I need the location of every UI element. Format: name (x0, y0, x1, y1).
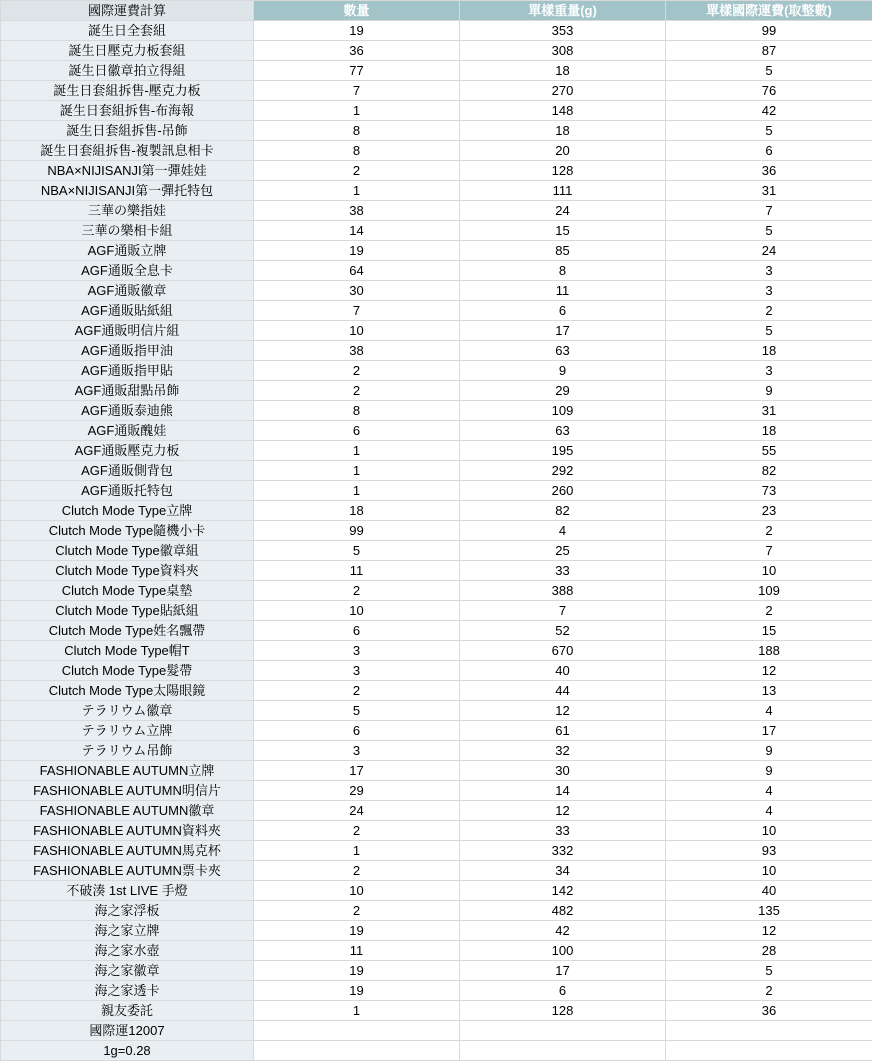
cell-unit-shipping[interactable]: 109 (666, 581, 872, 601)
cell-unit-weight[interactable]: 12 (460, 801, 666, 821)
cell-quantity[interactable]: 77 (254, 61, 460, 81)
cell-item-name[interactable]: Clutch Mode Type髮帶 (1, 661, 254, 681)
cell-unit-weight[interactable]: 148 (460, 101, 666, 121)
table-row (1, 981, 872, 1001)
cell-unit-shipping[interactable]: 13 (666, 681, 872, 701)
cell-quantity[interactable]: 2 (254, 581, 460, 601)
cell-unit-weight[interactable]: 40 (460, 661, 666, 681)
cell-item-name[interactable]: 三華の樂相卡組 (1, 221, 254, 241)
cell-quantity[interactable]: 19 (254, 921, 460, 941)
cell-unit-shipping[interactable]: 3 (666, 281, 872, 301)
table-row (1, 781, 872, 801)
cell-item-name[interactable]: 海之家浮板 (1, 901, 254, 921)
cell-item-name[interactable]: AGF通販貼紙組 (1, 301, 254, 321)
cell-quantity[interactable]: 2 (254, 361, 460, 381)
cell-quantity[interactable]: 3 (254, 661, 460, 681)
cell-unit-weight[interactable]: 308 (460, 41, 666, 61)
cell-unit-shipping[interactable]: 2 (666, 521, 872, 541)
cell-unit-shipping[interactable]: 135 (666, 901, 872, 921)
cell-quantity[interactable]: 8 (254, 141, 460, 161)
cell-unit-weight[interactable]: 388 (460, 581, 666, 601)
cell-unit-shipping[interactable]: 17 (666, 721, 872, 741)
cell-unit-weight[interactable] (460, 1021, 666, 1041)
table-row (1, 1041, 872, 1061)
cell-unit-weight[interactable]: 33 (460, 561, 666, 581)
cell-unit-weight[interactable]: 42 (460, 921, 666, 941)
cell-quantity[interactable]: 8 (254, 401, 460, 421)
cell-unit-shipping[interactable]: 9 (666, 741, 872, 761)
cell-unit-shipping[interactable]: 99 (666, 21, 872, 41)
cell-item-name[interactable]: Clutch Mode Type徽章組 (1, 541, 254, 561)
cell-item-name[interactable]: Clutch Mode Type資料夾 (1, 561, 254, 581)
cell-unit-shipping[interactable]: 9 (666, 381, 872, 401)
cell-item-name[interactable]: FASHIONABLE AUTUMN立牌 (1, 761, 254, 781)
cell-quantity[interactable]: 8 (254, 121, 460, 141)
cell-quantity[interactable]: 29 (254, 781, 460, 801)
table-row (1, 721, 872, 741)
cell-unit-shipping[interactable]: 188 (666, 641, 872, 661)
cell-unit-shipping[interactable]: 55 (666, 441, 872, 461)
cell-unit-weight[interactable]: 82 (460, 501, 666, 521)
table-row (1, 401, 872, 421)
cell-quantity[interactable]: 11 (254, 941, 460, 961)
cell-unit-weight[interactable]: 128 (460, 1001, 666, 1021)
cell-unit-shipping[interactable]: 73 (666, 481, 872, 501)
cell-item-name[interactable]: NBA×NIJISANJI第一彈娃娃 (1, 161, 254, 181)
cell-unit-shipping[interactable]: 7 (666, 201, 872, 221)
cell-unit-shipping[interactable]: 7 (666, 541, 872, 561)
cell-item-name[interactable]: 海之家透卡 (1, 981, 254, 1001)
cell-unit-shipping[interactable]: 82 (666, 461, 872, 481)
cell-quantity[interactable]: 7 (254, 81, 460, 101)
cell-unit-shipping[interactable]: 42 (666, 101, 872, 121)
table-row (1, 461, 872, 481)
cell-item-name[interactable]: AGF通販甜點吊飾 (1, 381, 254, 401)
table-row (1, 421, 872, 441)
cell-quantity[interactable]: 2 (254, 681, 460, 701)
cell-item-name[interactable]: AGF通販醜娃 (1, 421, 254, 441)
cell-quantity[interactable]: 10 (254, 881, 460, 901)
cell-unit-weight[interactable]: 44 (460, 681, 666, 701)
cell-unit-shipping[interactable]: 5 (666, 121, 872, 141)
cell-quantity[interactable]: 14 (254, 221, 460, 241)
cell-unit-shipping[interactable]: 93 (666, 841, 872, 861)
cell-unit-weight[interactable]: 4 (460, 521, 666, 541)
cell-unit-weight[interactable]: 61 (460, 721, 666, 741)
cell-unit-shipping[interactable] (666, 1021, 872, 1041)
cell-unit-shipping[interactable] (666, 1041, 872, 1061)
cell-unit-shipping[interactable]: 9 (666, 761, 872, 781)
cell-unit-shipping[interactable]: 6 (666, 141, 872, 161)
table-row (1, 741, 872, 761)
cell-unit-weight[interactable]: 111 (460, 181, 666, 201)
cell-item-name[interactable]: Clutch Mode Type貼紙組 (1, 601, 254, 621)
table-row (1, 621, 872, 641)
cell-unit-shipping[interactable]: 36 (666, 161, 872, 181)
cell-item-name[interactable]: 誕生日套組拆售-複製訊息相卡 (1, 141, 254, 161)
cell-unit-weight[interactable]: 20 (460, 141, 666, 161)
cell-item-name[interactable]: Clutch Mode Type姓名飄帶 (1, 621, 254, 641)
cell-unit-shipping[interactable]: 2 (666, 301, 872, 321)
cell-item-name[interactable]: 三華の樂指娃 (1, 201, 254, 221)
cell-unit-shipping[interactable]: 10 (666, 561, 872, 581)
table-row (1, 21, 872, 41)
table-row (1, 761, 872, 781)
cell-quantity[interactable] (254, 1041, 460, 1061)
table-row (1, 101, 872, 121)
cell-quantity[interactable]: 19 (254, 241, 460, 261)
cell-item-name[interactable]: AGF通販托特包 (1, 481, 254, 501)
cell-unit-weight[interactable]: 100 (460, 941, 666, 961)
cell-unit-shipping[interactable]: 12 (666, 921, 872, 941)
cell-quantity[interactable]: 6 (254, 721, 460, 741)
cell-unit-shipping[interactable]: 15 (666, 621, 872, 641)
cell-item-name[interactable]: テラリウム吊飾 (1, 741, 254, 761)
cell-item-name[interactable]: 不破湊 1st LIVE 手燈 (1, 881, 254, 901)
table-row (1, 181, 872, 201)
table-row (1, 381, 872, 401)
cell-quantity[interactable]: 99 (254, 521, 460, 541)
cell-quantity[interactable]: 1 (254, 841, 460, 861)
cell-unit-weight[interactable]: 32 (460, 741, 666, 761)
cell-quantity[interactable]: 19 (254, 981, 460, 1001)
table-row (1, 1001, 872, 1021)
cell-quantity[interactable]: 3 (254, 741, 460, 761)
table-row (1, 281, 872, 301)
cell-unit-weight[interactable]: 11 (460, 281, 666, 301)
table-row (1, 961, 872, 981)
table-row (1, 261, 872, 281)
cell-item-name[interactable]: 誕生日套組拆售-壓克力板 (1, 81, 254, 101)
cell-unit-shipping[interactable]: 3 (666, 361, 872, 381)
table-row (1, 221, 872, 241)
cell-quantity[interactable]: 19 (254, 961, 460, 981)
cell-item-name[interactable]: Clutch Mode Type隨機小卡 (1, 521, 254, 541)
cell-unit-shipping[interactable]: 31 (666, 181, 872, 201)
table-row (1, 601, 872, 621)
table-row (1, 41, 872, 61)
cell-unit-weight[interactable]: 353 (460, 21, 666, 41)
cell-unit-shipping[interactable]: 76 (666, 81, 872, 101)
table-row (1, 321, 872, 341)
cell-unit-shipping[interactable]: 12 (666, 661, 872, 681)
cell-quantity[interactable]: 1 (254, 461, 460, 481)
cell-quantity[interactable] (254, 1021, 460, 1041)
cell-unit-shipping[interactable]: 4 (666, 781, 872, 801)
cell-unit-weight[interactable]: 85 (460, 241, 666, 261)
cell-quantity[interactable]: 30 (254, 281, 460, 301)
cell-unit-weight[interactable]: 6 (460, 301, 666, 321)
cell-quantity[interactable]: 24 (254, 801, 460, 821)
table-row (1, 481, 872, 501)
cell-quantity[interactable]: 10 (254, 601, 460, 621)
table-row (1, 161, 872, 181)
cell-item-name[interactable]: Clutch Mode Type桌墊 (1, 581, 254, 601)
header-cell-unit-shipping[interactable]: 單樣國際運費(取整數) (666, 1, 872, 21)
table-row (1, 801, 872, 821)
cell-unit-shipping[interactable]: 40 (666, 881, 872, 901)
table-row (1, 921, 872, 941)
cell-unit-shipping[interactable]: 4 (666, 701, 872, 721)
table-row (1, 661, 872, 681)
cell-item-name[interactable]: AGF通販立牌 (1, 241, 254, 261)
cell-item-name[interactable]: 誕生日壓克力板套組 (1, 41, 254, 61)
table-row (1, 701, 872, 721)
cell-unit-weight[interactable]: 14 (460, 781, 666, 801)
table-row (1, 1021, 872, 1041)
cell-item-name[interactable]: テラリウム徽章 (1, 701, 254, 721)
cell-item-name[interactable]: 誕生日套組拆售-吊飾 (1, 121, 254, 141)
header-cell-item-name[interactable]: 國際運費計算 (1, 1, 254, 21)
cell-unit-weight[interactable]: 292 (460, 461, 666, 481)
cell-item-name[interactable]: AGF通販全息卡 (1, 261, 254, 281)
cell-unit-weight[interactable]: 142 (460, 881, 666, 901)
cell-item-name[interactable]: 親友委託 (1, 1001, 254, 1021)
cell-unit-weight[interactable]: 9 (460, 361, 666, 381)
cell-quantity[interactable]: 5 (254, 701, 460, 721)
cell-unit-shipping[interactable]: 2 (666, 601, 872, 621)
table-row (1, 61, 872, 81)
cell-unit-weight[interactable]: 24 (460, 201, 666, 221)
cell-item-name[interactable]: AGF通販指甲貼 (1, 361, 254, 381)
table-row (1, 821, 872, 841)
cell-item-name[interactable]: 海之家水壺 (1, 941, 254, 961)
cell-quantity[interactable]: 6 (254, 621, 460, 641)
cell-unit-shipping[interactable]: 18 (666, 421, 872, 441)
table-row (1, 241, 872, 261)
cell-unit-weight[interactable]: 670 (460, 641, 666, 661)
cell-unit-shipping[interactable]: 31 (666, 401, 872, 421)
cell-item-name[interactable]: AGF通販指甲油 (1, 341, 254, 361)
header-cell-quantity[interactable]: 數量 (254, 1, 460, 21)
cell-quantity[interactable]: 2 (254, 821, 460, 841)
cell-item-name[interactable]: AGF通販側背包 (1, 461, 254, 481)
cell-unit-shipping[interactable]: 5 (666, 61, 872, 81)
cell-item-name[interactable]: 海之家徽章 (1, 961, 254, 981)
table-row (1, 861, 872, 881)
cell-unit-shipping[interactable]: 23 (666, 501, 872, 521)
cell-item-name[interactable]: FASHIONABLE AUTUMN票卡夾 (1, 861, 254, 881)
cell-quantity[interactable]: 5 (254, 541, 460, 561)
table-row (1, 541, 872, 561)
cell-unit-weight[interactable]: 270 (460, 81, 666, 101)
cell-unit-weight[interactable]: 63 (460, 421, 666, 441)
cell-unit-weight[interactable]: 7 (460, 601, 666, 621)
table-row (1, 81, 872, 101)
cell-quantity[interactable]: 1 (254, 181, 460, 201)
cell-quantity[interactable]: 64 (254, 261, 460, 281)
cell-item-name[interactable]: FASHIONABLE AUTUMN馬克杯 (1, 841, 254, 861)
table-row (1, 561, 872, 581)
cell-item-name[interactable]: 國際運12007 (1, 1021, 254, 1041)
cell-item-name[interactable]: NBA×NIJISANJI第一彈托特包 (1, 181, 254, 201)
cell-unit-shipping[interactable]: 36 (666, 1001, 872, 1021)
cell-item-name[interactable]: FASHIONABLE AUTUMN資料夾 (1, 821, 254, 841)
cell-item-name[interactable]: テラリウム立牌 (1, 721, 254, 741)
cell-quantity[interactable]: 38 (254, 201, 460, 221)
cell-item-name[interactable]: FASHIONABLE AUTUMN徽章 (1, 801, 254, 821)
cell-unit-weight[interactable]: 34 (460, 861, 666, 881)
cell-unit-weight[interactable]: 17 (460, 961, 666, 981)
cell-unit-shipping[interactable]: 5 (666, 221, 872, 241)
cell-quantity[interactable]: 2 (254, 901, 460, 921)
cell-unit-shipping[interactable]: 18 (666, 341, 872, 361)
cell-unit-shipping[interactable]: 28 (666, 941, 872, 961)
table-row (1, 121, 872, 141)
cell-item-name[interactable]: Clutch Mode Type太陽眼鏡 (1, 681, 254, 701)
cell-unit-shipping[interactable]: 10 (666, 821, 872, 841)
cell-quantity[interactable]: 1 (254, 1001, 460, 1021)
cell-unit-weight[interactable]: 29 (460, 381, 666, 401)
cell-quantity[interactable]: 2 (254, 861, 460, 881)
table-row (1, 361, 872, 381)
cell-unit-weight[interactable]: 109 (460, 401, 666, 421)
cell-quantity[interactable]: 2 (254, 161, 460, 181)
table-row (1, 681, 872, 701)
table-row (1, 881, 872, 901)
cell-item-name[interactable]: 誕生日全套組 (1, 21, 254, 41)
cell-quantity[interactable]: 3 (254, 641, 460, 661)
cell-unit-shipping[interactable]: 87 (666, 41, 872, 61)
cell-unit-weight[interactable]: 128 (460, 161, 666, 181)
cell-unit-weight[interactable]: 33 (460, 821, 666, 841)
cell-quantity[interactable]: 1 (254, 101, 460, 121)
cell-unit-shipping[interactable]: 3 (666, 261, 872, 281)
cell-unit-weight[interactable]: 63 (460, 341, 666, 361)
cell-unit-weight[interactable]: 332 (460, 841, 666, 861)
cell-item-name[interactable]: 誕生日徽章拍立得組 (1, 61, 254, 81)
cell-item-name[interactable]: 海之家立牌 (1, 921, 254, 941)
cell-item-name[interactable]: AGF通販泰迪熊 (1, 401, 254, 421)
cell-unit-shipping[interactable]: 24 (666, 241, 872, 261)
cell-unit-weight[interactable]: 18 (460, 61, 666, 81)
cell-unit-shipping[interactable]: 5 (666, 321, 872, 341)
cell-item-name[interactable]: AGF通販壓克力板 (1, 441, 254, 461)
cell-unit-weight[interactable]: 52 (460, 621, 666, 641)
cell-unit-weight[interactable]: 18 (460, 121, 666, 141)
cell-quantity[interactable]: 19 (254, 21, 460, 41)
cell-unit-weight[interactable]: 25 (460, 541, 666, 561)
cell-unit-weight[interactable]: 195 (460, 441, 666, 461)
cell-unit-shipping[interactable]: 10 (666, 861, 872, 881)
table-row (1, 521, 872, 541)
cell-item-name[interactable]: AGF通販徽章 (1, 281, 254, 301)
cell-item-name[interactable]: 誕生日套組拆售-布海報 (1, 101, 254, 121)
cell-quantity[interactable]: 11 (254, 561, 460, 581)
table-row (1, 641, 872, 661)
table-row (1, 341, 872, 361)
table-row (1, 841, 872, 861)
header-cell-unit-weight[interactable]: 單樣重量(g) (460, 1, 666, 21)
table-row (1, 301, 872, 321)
table-row (1, 581, 872, 601)
cell-unit-weight[interactable]: 6 (460, 981, 666, 1001)
table-row (1, 141, 872, 161)
table-body (1, 21, 872, 1061)
cell-quantity[interactable]: 18 (254, 501, 460, 521)
cell-unit-weight[interactable]: 482 (460, 901, 666, 921)
table-row (1, 901, 872, 921)
table-row (1, 941, 872, 961)
cell-unit-weight[interactable]: 260 (460, 481, 666, 501)
cell-item-name[interactable]: FASHIONABLE AUTUMN明信片 (1, 781, 254, 801)
cell-unit-weight[interactable]: 17 (460, 321, 666, 341)
cell-quantity[interactable]: 1 (254, 481, 460, 501)
header-row (1, 1, 872, 21)
cell-item-name[interactable]: Clutch Mode Type立牌 (1, 501, 254, 521)
cell-quantity[interactable]: 1 (254, 441, 460, 461)
cell-unit-shipping[interactable]: 2 (666, 981, 872, 1001)
cell-item-name[interactable]: 1g=0.28 (1, 1041, 254, 1061)
cell-quantity[interactable]: 6 (254, 421, 460, 441)
cell-unit-shipping[interactable]: 4 (666, 801, 872, 821)
cell-quantity[interactable]: 36 (254, 41, 460, 61)
cell-quantity[interactable]: 38 (254, 341, 460, 361)
cell-quantity[interactable]: 7 (254, 301, 460, 321)
cell-unit-shipping[interactable]: 5 (666, 961, 872, 981)
cell-item-name[interactable]: Clutch Mode Type帽T (1, 641, 254, 661)
cell-unit-weight[interactable]: 8 (460, 261, 666, 281)
table-row (1, 441, 872, 461)
cell-quantity[interactable]: 10 (254, 321, 460, 341)
cell-unit-weight[interactable] (460, 1041, 666, 1061)
cell-quantity[interactable]: 2 (254, 381, 460, 401)
cell-unit-weight[interactable]: 15 (460, 221, 666, 241)
table-row (1, 501, 872, 521)
cell-unit-weight[interactable]: 30 (460, 761, 666, 781)
table-row (1, 201, 872, 221)
cell-unit-weight[interactable]: 12 (460, 701, 666, 721)
cell-item-name[interactable]: AGF通販明信片組 (1, 321, 254, 341)
cell-quantity[interactable]: 17 (254, 761, 460, 781)
